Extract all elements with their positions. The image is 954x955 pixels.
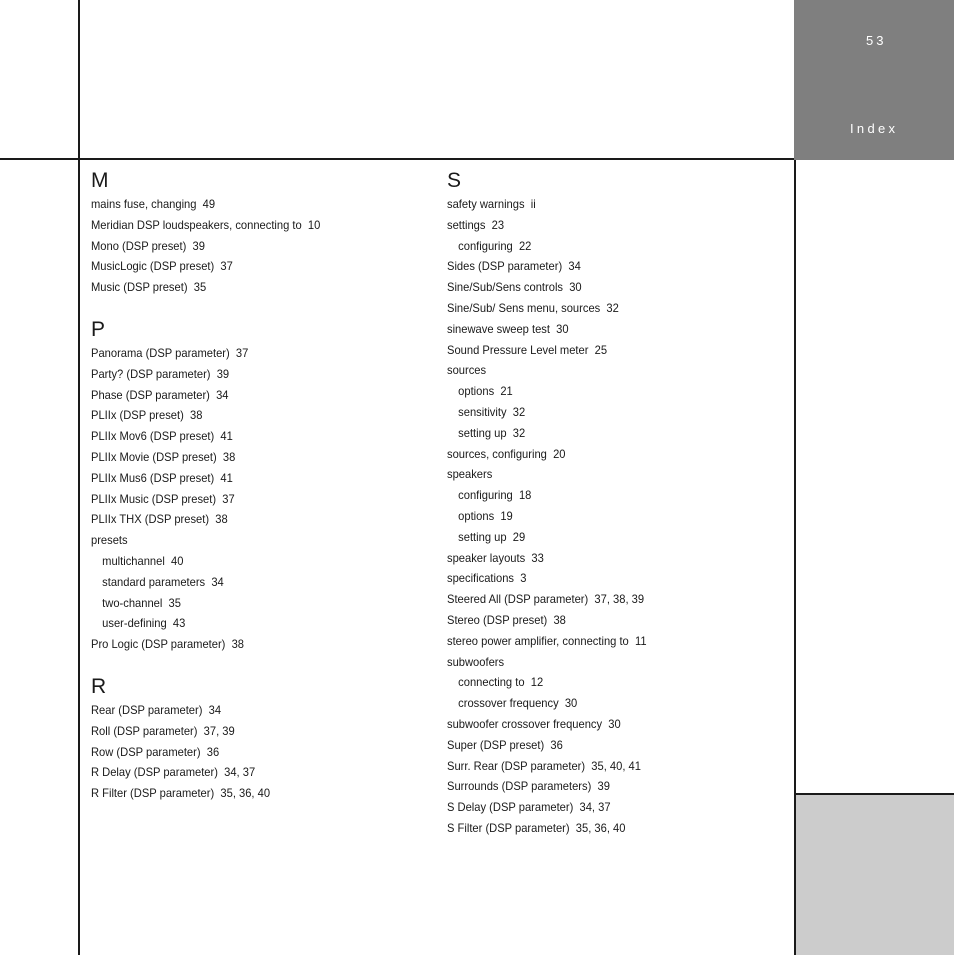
index-entry: Mono (DSP preset) 39 — [91, 238, 205, 253]
index-entry: sources, configuring 20 — [447, 446, 566, 461]
index-entry: Row (DSP parameter) 36 — [91, 744, 220, 759]
index-entry: PLIIx (DSP preset) 38 — [91, 408, 203, 423]
index-letter-heading: P — [91, 317, 106, 341]
group-spacer — [91, 298, 338, 317]
index-entry: Super (DSP preset) 36 — [447, 737, 563, 752]
index-entry: PLIIx THX (DSP preset) 38 — [91, 512, 228, 527]
page-number: 53 — [866, 33, 887, 48]
index-entry: Sine/Sub/Sens controls 30 — [447, 280, 582, 295]
index-entry: subwoofers — [447, 654, 505, 669]
index-subentry: multichannel 40 — [102, 553, 184, 568]
index-entry: speaker layouts 33 — [447, 550, 544, 565]
index-entry: stereo power amplifier, connecting to 11 — [447, 633, 647, 648]
index-entry: specifications 3 — [447, 571, 527, 586]
index-entry: Sine/Sub/ Sens menu, sources 32 — [447, 300, 619, 315]
index-subentry: two-channel 35 — [102, 595, 181, 610]
index-letter-heading: M — [91, 169, 109, 192]
index-entry: PLIIx Music (DSP preset) 37 — [91, 491, 235, 506]
index-subentry: configuring 18 — [458, 488, 532, 503]
index-entry: S Filter (DSP parameter) 35, 36, 40 — [447, 820, 626, 835]
index-subentry: options 19 — [458, 508, 513, 523]
index-subentry: setting up 29 — [458, 529, 526, 544]
sidebar-middle-block — [794, 160, 954, 794]
index-entry: S Delay (DSP parameter) 34, 37 — [447, 800, 611, 815]
index-entry: Surr. Rear (DSP parameter) 35, 40, 41 — [447, 758, 641, 773]
index-entry: subwoofer crossover frequency 30 — [447, 716, 621, 731]
index-subentry: setting up 32 — [458, 425, 526, 440]
index-entry: R Filter (DSP parameter) 35, 36, 40 — [91, 786, 271, 801]
index-subentry: standard parameters 34 — [102, 574, 224, 589]
index-entry: sinewave sweep test 30 — [447, 321, 569, 336]
index-subentry: connecting to 12 — [458, 675, 544, 690]
index-entry: PLIIx Mus6 (DSP preset) 41 — [91, 470, 233, 485]
index-entry: Steered All (DSP parameter) 37, 38, 39 — [447, 592, 645, 607]
index-entry: MusicLogic (DSP preset) 37 — [91, 259, 233, 274]
index-entry: Party? (DSP parameter) 39 — [91, 366, 230, 381]
index-subentry: crossover frequency 30 — [458, 696, 578, 711]
index-entry: mains fuse, changing 49 — [91, 197, 216, 211]
sidebar-header-block — [794, 0, 954, 160]
section-label: Index — [850, 121, 899, 136]
index-entry: Sides (DSP parameter) 34 — [447, 259, 581, 274]
index-subentry: options 21 — [458, 384, 513, 399]
index-entry: settings 23 — [447, 217, 505, 232]
left-margin-rule — [78, 0, 80, 955]
index-entry: PLIIx Movie (DSP preset) 38 — [91, 449, 236, 464]
index-entry: sources — [447, 363, 487, 378]
index-subentry: configuring 22 — [458, 238, 532, 253]
index-entry: PLIIx Mov6 (DSP preset) 41 — [91, 429, 233, 444]
index-subentry: user-defining 43 — [102, 616, 186, 631]
index-entry: Rear (DSP parameter) 34 — [91, 702, 222, 717]
index-letter-heading: S — [447, 169, 462, 192]
index-entry: Pro Logic (DSP parameter) 38 — [91, 637, 245, 652]
index-entry: speakers — [447, 467, 493, 482]
index-entry: Phase (DSP parameter) 34 — [91, 387, 229, 402]
index-entry: Stereo (DSP preset) 38 — [447, 612, 566, 627]
index-entry: presets — [91, 533, 128, 548]
index-entry: Meridian DSP loudspeakers, connecting to 10 — [91, 217, 321, 232]
index-entry: safety warnings ii — [447, 197, 536, 211]
index-entry: Panorama (DSP parameter) 37 — [91, 345, 249, 360]
index-entry: Sound Pressure Level meter 25 — [447, 342, 608, 357]
index-subentry: sensitivity 32 — [458, 404, 526, 419]
header-rule — [0, 158, 795, 160]
index-column-left — [91, 168, 338, 804]
group-spacer — [91, 655, 338, 674]
index-column-right — [447, 168, 662, 839]
index-entry: Music (DSP preset) 35 — [91, 280, 207, 295]
index-entry: Surrounds (DSP parameters) 39 — [447, 779, 610, 794]
sidebar-footer-block — [794, 795, 954, 955]
index-entry: R Delay (DSP parameter) 34, 37 — [91, 765, 256, 780]
index-entry: Roll (DSP parameter) 37, 39 — [91, 723, 235, 738]
index-letter-heading: R — [91, 674, 107, 698]
